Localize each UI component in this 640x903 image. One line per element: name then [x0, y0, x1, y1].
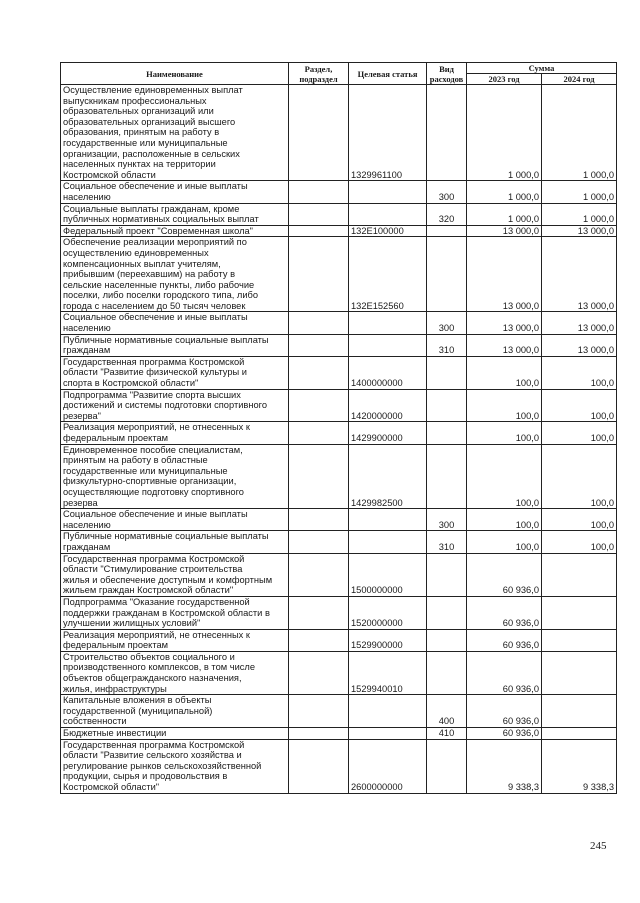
sum-2023-cell: 60 936,0: [467, 553, 542, 596]
name-cell: Социальное обеспечение и иные выплаты населению: [61, 312, 289, 334]
kind-cell: [427, 422, 467, 444]
target-cell: 132E100000: [349, 225, 427, 237]
sum-2024-cell: 100,0: [542, 356, 617, 389]
sum-2023-cell: 1 000,0: [467, 85, 542, 181]
name-cell: Государственная программа Костромской области "Стимулирование строительства жилья и обеспечение доступным и комфортным жильем граждан Костромской области": [61, 553, 289, 596]
sum-2023-cell: 100,0: [467, 389, 542, 422]
table-row: [61, 312, 617, 334]
target-cell: 1420000000: [349, 389, 427, 422]
name-cell: Строительство объектов социального и производственного комплексов, в том числе объектов общегражданского назначения, жилья, инфраструктуры: [61, 651, 289, 694]
name-cell: Социальное обеспечение и иные выплаты населению: [61, 509, 289, 531]
kind-cell: 320: [427, 203, 467, 225]
target-cell: 1520000000: [349, 596, 427, 629]
sum-2023-cell: 13 000,0: [467, 225, 542, 237]
kind-cell: [427, 651, 467, 694]
target-cell: [349, 312, 427, 334]
sum-2023-cell: 60 936,0: [467, 596, 542, 629]
sum-2023-cell: 13 000,0: [467, 312, 542, 334]
kind-cell: [427, 629, 467, 651]
section-cell: [289, 334, 349, 356]
table-row: [61, 739, 617, 793]
section-cell: [289, 312, 349, 334]
name-cell: Подпрограмма "Оказание государственной поддержки гражданам в Костромской области в улучшении жилищных условий": [61, 596, 289, 629]
table-row: [61, 334, 617, 356]
header-name: Наименование: [61, 63, 289, 85]
name-cell: Социальные выплаты гражданам, кроме публичных нормативных социальных выплат: [61, 203, 289, 225]
budget-table: [60, 62, 617, 794]
name-cell: Капитальные вложения в объекты государственной (муниципальной) собственности: [61, 695, 289, 728]
section-cell: [289, 509, 349, 531]
table-row: [61, 509, 617, 531]
header-year-2023: 2023 год: [467, 74, 542, 85]
table-row: [61, 225, 617, 237]
sum-2023-cell: 13 000,0: [467, 237, 542, 312]
name-cell: Бюджетные инвестиции: [61, 728, 289, 740]
header-section: Раздел, подраздел: [289, 63, 349, 85]
kind-cell: [427, 85, 467, 181]
table-row: [61, 444, 617, 509]
kind-cell: [427, 596, 467, 629]
target-cell: [349, 509, 427, 531]
kind-cell: [427, 356, 467, 389]
name-cell: Государственная программа Костромской области "Развитие физической культуры и спорта в Костромской области": [61, 356, 289, 389]
section-cell: [289, 728, 349, 740]
sum-2024-cell: [542, 695, 617, 728]
header-target: Целевая статья: [349, 63, 427, 85]
kind-cell: [427, 739, 467, 793]
sum-2023-cell: 100,0: [467, 422, 542, 444]
sum-2024-cell: 100,0: [542, 509, 617, 531]
table-row: [61, 728, 617, 740]
target-cell: 1429982500: [349, 444, 427, 509]
sum-2024-cell: 13 000,0: [542, 312, 617, 334]
section-cell: [289, 356, 349, 389]
table-row: [61, 237, 617, 312]
kind-cell: 300: [427, 312, 467, 334]
name-cell: Обеспечение реализации мероприятий по осуществлению единовременных компенсационных выплат учителям, прибывшим (переехавшим) на работу в сельские населенные пункты, либо рабочие поселки, либо поселки городского типа, либо города с населением до 50 тысяч человек: [61, 237, 289, 312]
sum-2024-cell: 9 338,3: [542, 739, 617, 793]
target-cell: 132E152560: [349, 237, 427, 312]
section-cell: [289, 389, 349, 422]
sum-2024-cell: 100,0: [542, 531, 617, 553]
kind-cell: [427, 237, 467, 312]
sum-2024-cell: [542, 553, 617, 596]
header-sum: Сумма: [467, 63, 617, 74]
table-header: [61, 63, 617, 85]
kind-cell: [427, 553, 467, 596]
section-cell: [289, 422, 349, 444]
name-cell: Государственная программа Костромской области "Развитие сельского хозяйства и регулирование рынков сельскохозяйственной продукции, сырья и продовольствия в Костромской области": [61, 739, 289, 793]
table-body: [61, 85, 617, 794]
sum-2024-cell: 13 000,0: [542, 334, 617, 356]
name-cell: Реализация мероприятий, не отнесенных к федеральным проектам: [61, 629, 289, 651]
table-row: [61, 695, 617, 728]
name-cell: Публичные нормативные социальные выплаты гражданам: [61, 531, 289, 553]
sum-2024-cell: [542, 629, 617, 651]
sum-2023-cell: 100,0: [467, 531, 542, 553]
section-cell: [289, 237, 349, 312]
header-kind: Вид расходов: [427, 63, 467, 85]
target-cell: 2600000000: [349, 739, 427, 793]
name-cell: Реализация мероприятий, не отнесенных к федеральным проектам: [61, 422, 289, 444]
kind-cell: [427, 444, 467, 509]
kind-cell: [427, 389, 467, 422]
table-row: [61, 596, 617, 629]
sum-2024-cell: 100,0: [542, 422, 617, 444]
sum-2023-cell: 60 936,0: [467, 695, 542, 728]
target-cell: [349, 181, 427, 203]
section-cell: [289, 651, 349, 694]
name-cell: Социальное обеспечение и иные выплаты населению: [61, 181, 289, 203]
sum-2023-cell: 100,0: [467, 444, 542, 509]
sum-2024-cell: 1 000,0: [542, 203, 617, 225]
table-row: [61, 203, 617, 225]
target-cell: 1429900000: [349, 422, 427, 444]
sum-2024-cell: 100,0: [542, 444, 617, 509]
kind-cell: 400: [427, 695, 467, 728]
sum-2024-cell: 1 000,0: [542, 85, 617, 181]
target-cell: 1529940010: [349, 651, 427, 694]
sum-2024-cell: 13 000,0: [542, 237, 617, 312]
section-cell: [289, 739, 349, 793]
sum-2024-cell: 1 000,0: [542, 181, 617, 203]
name-cell: Федеральный проект "Современная школа": [61, 225, 289, 237]
kind-cell: 310: [427, 334, 467, 356]
table-row: [61, 553, 617, 596]
section-cell: [289, 553, 349, 596]
sum-2024-cell: [542, 728, 617, 740]
name-cell: Единовременное пособие специалистам, принятым на работу в областные государственные или муниципальные физкультурно-спортивные организации, осуществляющие подготовку спортивного резерва: [61, 444, 289, 509]
sum-2024-cell: [542, 596, 617, 629]
kind-cell: 300: [427, 181, 467, 203]
section-cell: [289, 225, 349, 237]
section-cell: [289, 444, 349, 509]
sum-2024-cell: [542, 651, 617, 694]
kind-cell: [427, 225, 467, 237]
target-cell: 1329961100: [349, 85, 427, 181]
table-row: [61, 422, 617, 444]
name-cell: Публичные нормативные социальные выплаты гражданам: [61, 334, 289, 356]
section-cell: [289, 181, 349, 203]
target-cell: [349, 728, 427, 740]
sum-2023-cell: 100,0: [467, 509, 542, 531]
table-row: [61, 181, 617, 203]
kind-cell: 310: [427, 531, 467, 553]
section-cell: [289, 203, 349, 225]
table-row: [61, 531, 617, 553]
page-number: 245: [590, 840, 607, 852]
table-row: [61, 356, 617, 389]
section-cell: [289, 85, 349, 181]
target-cell: 1400000000: [349, 356, 427, 389]
sum-2023-cell: 100,0: [467, 356, 542, 389]
section-cell: [289, 629, 349, 651]
kind-cell: 410: [427, 728, 467, 740]
target-cell: [349, 531, 427, 553]
section-cell: [289, 531, 349, 553]
kind-cell: 300: [427, 509, 467, 531]
table-row: [61, 389, 617, 422]
table-row: [61, 629, 617, 651]
target-cell: 1500000000: [349, 553, 427, 596]
sum-2023-cell: 60 936,0: [467, 728, 542, 740]
target-cell: 1529900000: [349, 629, 427, 651]
target-cell: [349, 695, 427, 728]
table-row: [61, 651, 617, 694]
sum-2023-cell: 60 936,0: [467, 629, 542, 651]
sum-2023-cell: 1 000,0: [467, 181, 542, 203]
table-row: [61, 85, 617, 181]
name-cell: Осуществление единовременных выплат выпускникам профессиональных образовательных организаций или образовательных организаций высшего образования, принятым на работу в государственные или муниципальные организации, расположенные в сельских населенных пунктах на территории Костромской области: [61, 85, 289, 181]
section-cell: [289, 695, 349, 728]
target-cell: [349, 334, 427, 356]
sum-2023-cell: 60 936,0: [467, 651, 542, 694]
sum-2024-cell: 13 000,0: [542, 225, 617, 237]
name-cell: Подпрограмма "Развитие спорта высших достижений и системы подготовки спортивного резерва": [61, 389, 289, 422]
sum-2023-cell: 13 000,0: [467, 334, 542, 356]
target-cell: [349, 203, 427, 225]
sum-2023-cell: 9 338,3: [467, 739, 542, 793]
sum-2024-cell: 100,0: [542, 389, 617, 422]
header-year-2024: 2024 год: [542, 74, 617, 85]
section-cell: [289, 596, 349, 629]
sum-2023-cell: 1 000,0: [467, 203, 542, 225]
